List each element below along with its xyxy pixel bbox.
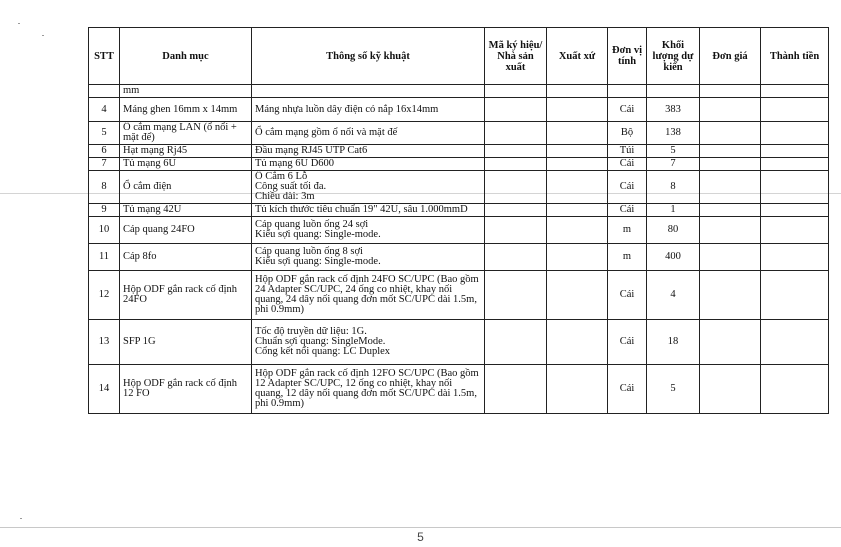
scan-speck [20,518,22,519]
cell-stt: 12 [89,271,120,320]
cell-quantity: 1 [647,204,700,217]
cell-unit: Cái [608,365,647,414]
header-spec: Thông số kỹ khuật [252,28,485,85]
cell-spec [252,158,485,171]
cell-spec [252,171,485,204]
cell-spec [252,244,485,271]
cell-quantity: 7 [647,158,700,171]
cell-stt: 10 [89,217,120,244]
scan-speck [42,35,44,36]
cell-code [485,271,547,320]
cell-unit: Bộ [608,122,647,145]
cell-total [761,365,829,414]
spec-line: Kiểu sợi quang: Single-mode. [255,256,381,267]
cell-spec [252,145,485,158]
cell-unit: Cái [608,320,647,365]
header-category: Danh mục [120,28,252,85]
table-row [89,320,829,365]
cell-category: Cáp quang 24FO [120,217,252,244]
cell-quantity: 18 [647,320,700,365]
header-unit-price: Đơn giá [700,28,761,85]
cell-quantity [647,85,700,98]
table-row [89,365,829,414]
cell-origin [547,122,608,145]
spec-line: Tủ mạng 6U D600 [255,158,335,169]
cell-unit-price [700,244,761,271]
scan-speck [18,23,20,24]
cell-origin [547,204,608,217]
cell-spec [252,365,485,414]
cell-code [485,122,547,145]
cell-unit: Cái [608,98,647,122]
table-row [89,204,829,217]
spec-line: Công suất tối đa. [255,181,327,192]
cell-total [761,145,829,158]
cell-unit-price [700,320,761,365]
cell-spec [252,122,485,145]
cell-code [485,145,547,158]
cell-origin [547,365,608,414]
cell-total [761,122,829,145]
cell-unit: Cái [608,204,647,217]
spec-line: Đầu mạng RJ45 UTP Cat6 [255,145,368,156]
cell-spec [252,320,485,365]
cell-code [485,204,547,217]
cell-unit-price [700,158,761,171]
cell-stt: 7 [89,158,120,171]
header-unit: Đơn vị tính [608,28,647,85]
cell-origin [547,85,608,98]
table-row [89,122,829,145]
table-row-continuation [89,85,829,98]
cell-category: Cáp 8fo [120,244,252,271]
cell-category: Máng ghen 16mm x 14mm [120,98,252,122]
cell-code [485,244,547,271]
spec-line: Máng nhựa luồn dây điện có nắp 16x14mm [255,103,439,115]
spec-line: Ổ cắm mạng gồm ổ nổi và mặt đế [255,127,398,138]
cell-spec [252,217,485,244]
cell-unit-price [700,122,761,145]
spec-line: Tủ kích thước tiêu chuẩn 19" 42U, sâu 1.000mmD [255,204,468,215]
cell-unit: m [608,217,647,244]
cell-unit-price [700,145,761,158]
cell-stt [89,85,120,98]
cell-quantity: 138 [647,122,700,145]
header-origin: Xuất xứ [547,28,608,85]
cell-spec [252,98,485,122]
spec-line: Chiều dài: 3m [255,191,315,202]
cell-total [761,271,829,320]
cell-quantity: 8 [647,171,700,204]
cell-quantity: 383 [647,98,700,122]
cell-category: Hạt mạng Rj45 [120,145,252,158]
cell-total [761,85,829,98]
cell-unit: m [608,244,647,271]
cell-category: Hộp ODF gắn rack cố định 12 FO [120,365,252,414]
cell-category: Ổ cắm điện [120,171,252,204]
spec-line: Cáp quang luồn ống 24 sợi [255,219,369,230]
cell-total [761,217,829,244]
table-row [89,98,829,122]
cell-origin [547,320,608,365]
cell-unit-price [700,365,761,414]
cell-code [485,158,547,171]
cell-quantity: 400 [647,244,700,271]
equipment-table [88,27,829,414]
table-row [89,145,829,158]
cell-total [761,244,829,271]
cell-total [761,158,829,171]
cell-unit: Túi [608,145,647,158]
cell-code [485,320,547,365]
spec-line: Kiểu sợi quang: Single-mode. [255,229,381,240]
cell-category: Ổ cắm mạng LAN (ổ nổi + mặt để) [120,122,252,145]
spec-line: Tốc độ truyền dữ liệu: 1G. [255,326,367,337]
cell-code [485,98,547,122]
cell-origin [547,217,608,244]
footer-rule [0,527,841,528]
table-row [89,158,829,171]
cell-quantity: 5 [647,365,700,414]
cell-origin [547,271,608,320]
cell-unit-price [700,217,761,244]
cell-unit: Cái [608,171,647,204]
cell-category: Tủ mạng 42U [120,204,252,217]
cell-unit-price [700,204,761,217]
cell-category: Hộp ODF gắn rack cố định 24FO [120,271,252,320]
cell-quantity: 80 [647,217,700,244]
cell-stt: 4 [89,98,120,122]
cell-unit [608,85,647,98]
cell-stt: 14 [89,365,120,414]
header-total: Thành tiền [761,28,829,85]
table-row [89,217,829,244]
cell-quantity: 5 [647,145,700,158]
cell-origin [547,158,608,171]
spec-line: Cáp quang luồn ống 8 sợi [255,246,363,257]
cell-stt: 5 [89,122,120,145]
cell-code [485,217,547,244]
cell-total [761,171,829,204]
cell-code [485,171,547,204]
cell-unit-price [700,171,761,204]
table-row [89,244,829,271]
spec-line: Hộp ODF gắn rack cố định 12FO SC/UPC (Bao gồm 12 Adapter SC/UPC, 12 ống co nhiệt, khay nối quang, 12 dây nối quang đơn mốt SC/UPC dài 1.5m, phi 0.9mm) [255,368,479,409]
header-quantity: Khối lượng dự kiến [647,28,700,85]
cell-spec [252,271,485,320]
cell-stt: 8 [89,171,120,204]
cell-category: Tủ mạng 6U [120,158,252,171]
cell-unit: Cái [608,158,647,171]
cell-category: SFP 1G [120,320,252,365]
cell-stt: 6 [89,145,120,158]
cell-total [761,204,829,217]
header-code: Mã ký hiệu/ Nhà sản xuất [485,28,547,85]
cell-quantity: 4 [647,271,700,320]
cell-unit-price [700,271,761,320]
header-stt: STT [89,28,120,85]
cell-spec [252,85,485,98]
cell-origin [547,171,608,204]
cell-stt: 13 [89,320,120,365]
cell-unit: Cái [608,271,647,320]
table-header-row [89,28,829,85]
spec-line: Ổ Cắm 6 Lỗ [255,171,308,182]
table-row [89,271,829,320]
cell-unit-price [700,98,761,122]
cell-total [761,320,829,365]
cell-spec [252,204,485,217]
cell-origin [547,244,608,271]
cell-total [761,98,829,122]
cell-category: mm [120,85,252,98]
page-number: 5 [417,530,424,544]
cell-unit-price [700,85,761,98]
cell-origin [547,145,608,158]
cell-stt: 9 [89,204,120,217]
cell-stt: 11 [89,244,120,271]
table-row [89,171,829,204]
spec-line: Cổng kết nối quang: LC Duplex [255,346,391,357]
cell-code [485,85,547,98]
spec-line: Hộp ODF gắn rack cố định 24FO SC/UPC (Bao gồm 24 Adapter SC/UPC, 24 ống co nhiệt, khay nối quang, 24 dây nối quang đơn mốt SC/UPC dài 1.5m, phi 0.9mm) [255,274,479,315]
cell-code [485,365,547,414]
cell-origin [547,98,608,122]
spec-line: Chuẩn sợi quang: SingleMode. [255,336,386,347]
